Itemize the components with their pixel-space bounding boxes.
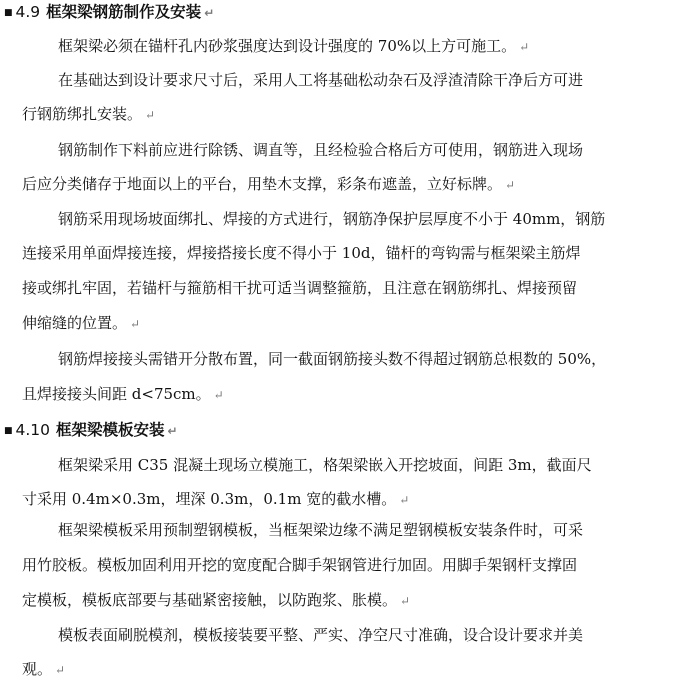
paragraph-line: 在基础达到设计要求尺寸后，采用人工将基础松动杂石及浮渣清除干净后方可进	[58, 71, 584, 89]
paragraph-mark-icon: ↵	[213, 388, 224, 402]
paragraph-line: 连接采用单面焊接连接，焊接搭接长度不得小于 10d，锚杆的弯钩需与框架梁主筋焊	[22, 244, 581, 262]
paragraph-line: 行钢筋绑扎安装。 ↵	[22, 105, 156, 123]
paragraph-line: 钢筋制作下料前应进行除锈、调直等，且经检验合格后方可使用，钢筋进入现场	[58, 141, 584, 159]
paragraph-line: 钢筋焊接接头需错开分散布置，同一截面钢筋接头数不得超过钢筋总根数的 50%，	[58, 350, 607, 368]
paragraph-mark-icon: ↵	[55, 663, 66, 677]
paragraph-line: 模板表面刷脱模剂，模板接装要平整、严实、净空尺寸准确，设合设计要求并美	[58, 626, 584, 644]
paragraph-line: 钢筋采用现场坡面绑扎、焊接的方式进行，钢筋净保护层厚度不小于 40mm，钢筋	[58, 210, 606, 228]
paragraph-mark-icon: ↵	[399, 493, 410, 507]
paragraph-line: 且焊接接头间距 d<75cm。 ↵	[22, 385, 224, 403]
section-heading-4-9	[4, 2, 214, 23]
paragraph-line: 观。 ↵	[22, 660, 66, 678]
paragraph-mark-icon: ↵	[400, 594, 411, 608]
paragraph-line: 框架梁模板采用预制塑钢模板，当框架梁边缘不满足塑钢模板安装条件时，可采	[58, 521, 584, 539]
section-title: 框架梁钢筋制作及安装	[46, 3, 202, 21]
paragraph-mark-icon: ↵	[145, 108, 156, 122]
paragraph-mark-icon: ↵	[505, 178, 516, 192]
paragraph-mark-icon: ↵	[519, 40, 530, 54]
section-number: 4.9	[15, 3, 41, 21]
paragraph-line: 用竹胶板。模板加固利用开挖的宽度配合脚手架钢管进行加固。用脚手架钢杆支撑固	[22, 556, 578, 574]
heading-bullet: ■	[4, 8, 13, 18]
paragraph-mark-icon: ↵	[130, 317, 141, 331]
paragraph-line: 接或绑扎牢固，若锚杆与箍筋相干扰可适当调整箍筋，且注意在钢筋绑扎、焊接预留	[22, 279, 578, 297]
paragraph-line: 伸缩缝的位置。 ↵	[22, 314, 141, 332]
heading-bullet: ■	[4, 426, 13, 436]
paragraph-line: 框架梁采用 C35 混凝土现场立模施工，格架梁嵌入开挖坡面，间距 3m，截面尺	[58, 456, 592, 474]
paragraph-mark-icon: ↵	[204, 6, 215, 20]
paragraph-line: 后应分类储存于地面以上的平台，用垫木支撑，彩条布遮盖，立好标牌。 ↵	[22, 175, 516, 193]
section-heading-4-10	[4, 420, 178, 441]
paragraph-line: 定模板，模板底部要与基础紧密接触，以防跑浆、胀模。 ↵	[22, 591, 411, 609]
paragraph-mark-icon: ↵	[167, 424, 178, 438]
section-title: 框架梁模板安装	[56, 421, 165, 439]
paragraph-line: 寸采用 0.4m×0.3m，埋深 0.3m，0.1m 宽的截水槽。 ↵	[22, 490, 410, 508]
section-number: 4.10	[15, 421, 51, 439]
paragraph-line: 框架梁必须在锚杆孔内砂浆强度达到设计强度的 70%以上方可施工。 ↵	[58, 37, 530, 55]
